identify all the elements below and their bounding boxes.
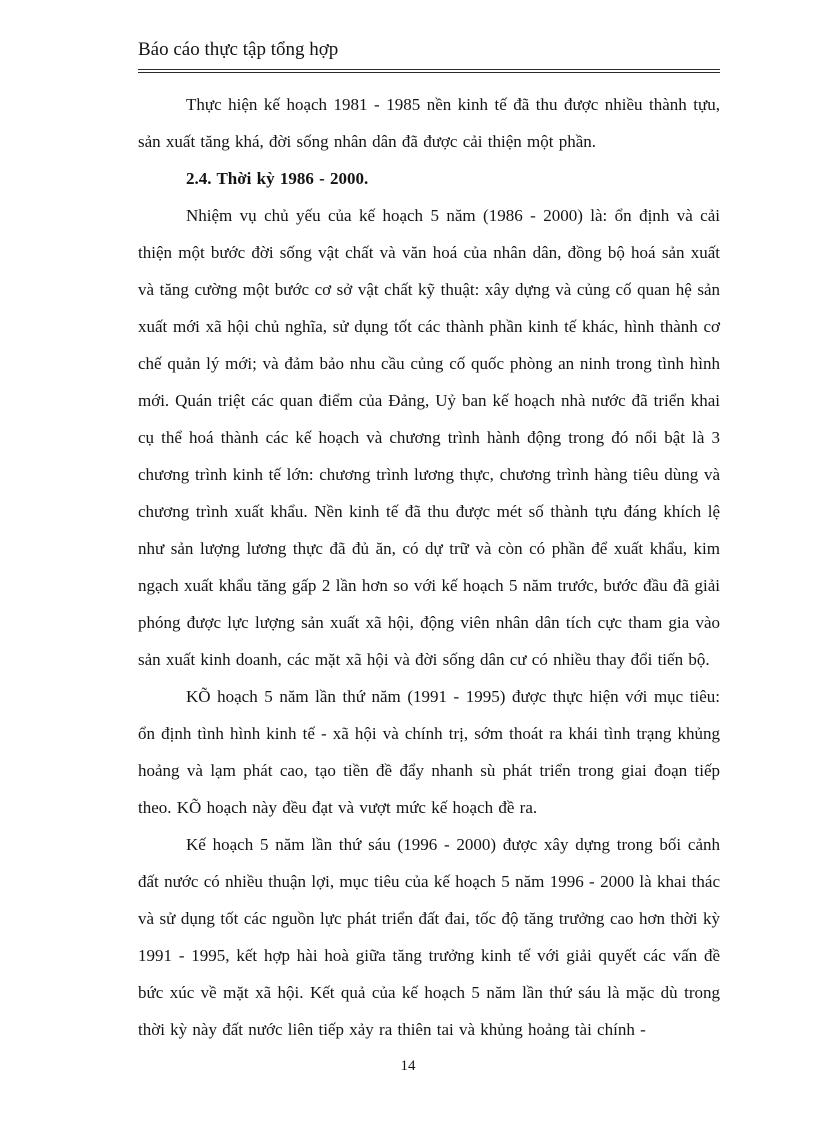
paragraph: KÕ hoạch 5 năm lần thứ năm (1991 - 1995) được thực hiện với mục tiêu: ổn định tình hình kinh tế - xã hội và chính trị, sớm thoát ra khái tình trạng khủng hoảng và lạm phát cao, tạo tiền đề đẩy nhanh sù phát triển trong giai đoạn tiếp theo. KÕ hoạch này đều đạt và vượt mức kế hoạch đề ra.	[138, 687, 720, 817]
page-header-title: Báo cáo thực tập tổng hợp	[138, 38, 720, 70]
section-heading: 2.4. Thời kỳ 1986 - 2000.	[186, 169, 369, 188]
page-number: 14	[400, 1058, 416, 1074]
paragraph: Kế hoạch 5 năm lần thứ sáu (1996 - 2000) được xây dựng trong bối cảnh đất nước có nhiều thuận lợi, mục tiêu của kế hoạch 5 năm 1996 - 2000 là khai thác và sử dụng tốt các nguồn lực phát triển đất đai, tốc độ tăng trưởng cao hơn thời kỳ 1991 - 1995, kết hợp hài hoà giữa tăng trưởng kinh tế với giải quyết các vấn đề bức xúc về mặt xã hội. Kết quả của kế hoạch 5 năm lần thứ sáu là mặc dù trong thời kỳ này đất nước liên tiếp xảy ra thiên tai và khủng hoảng tài chính -	[138, 835, 720, 1039]
paragraph: Nhiệm vụ chủ yếu của kế hoạch 5 năm (1986 - 2000) là: ổn định và cải thiện một bước đời sống vật chất và văn hoá của nhân dân, đồng bộ hoá sản xuất và tăng cường một bước cơ sở vật chất kỹ thuật: xây dựng và củng cố quan hệ sản xuất mới xã hội chủ nghĩa, sử dụng tốt các thành phần kinh tế khác, hình thành cơ chế quản lý mới; và đảm bảo nhu cầu củng cố quốc phòng an ninh trong tình hình mới. Quán triệt các quan điểm của Đảng, Uỷ ban kế hoạch nhà nước đã triển khai cụ thể hoá thành các kế hoạch và chương trình hành động trong đó nổi bật là 3 chương trình kinh tế lớn: chương trình lương thực, chương trình hàng tiêu dùng và chương trình xuất khẩu. Nền kinh tế đã thu được mét số thành tựu đáng khích lệ như sản lượng lương thực đã đủ ăn, có dự trữ và còn có phần để xuất khẩu, kim ngạch xuất khẩu tăng gấp 2 lần hơn so với kế hoạch 5 năm trước, bước đầu đã giải phóng được lực lượng sản xuất xã hội, động viên nhân dân tích cực tham gia vào sản xuất kinh doanh, các mặt xã hội và đời sống dân cư có nhiều thay đổi tiến bộ.	[138, 206, 720, 669]
document-body	[138, 86, 720, 1048]
paragraph: Thực hiện kế hoạch 1981 - 1985 nền kinh tế đã thu được nhiều thành tựu, sản xuất tăng khá, đời sống nhân dân đã được cải thiện một phần.	[138, 95, 720, 151]
